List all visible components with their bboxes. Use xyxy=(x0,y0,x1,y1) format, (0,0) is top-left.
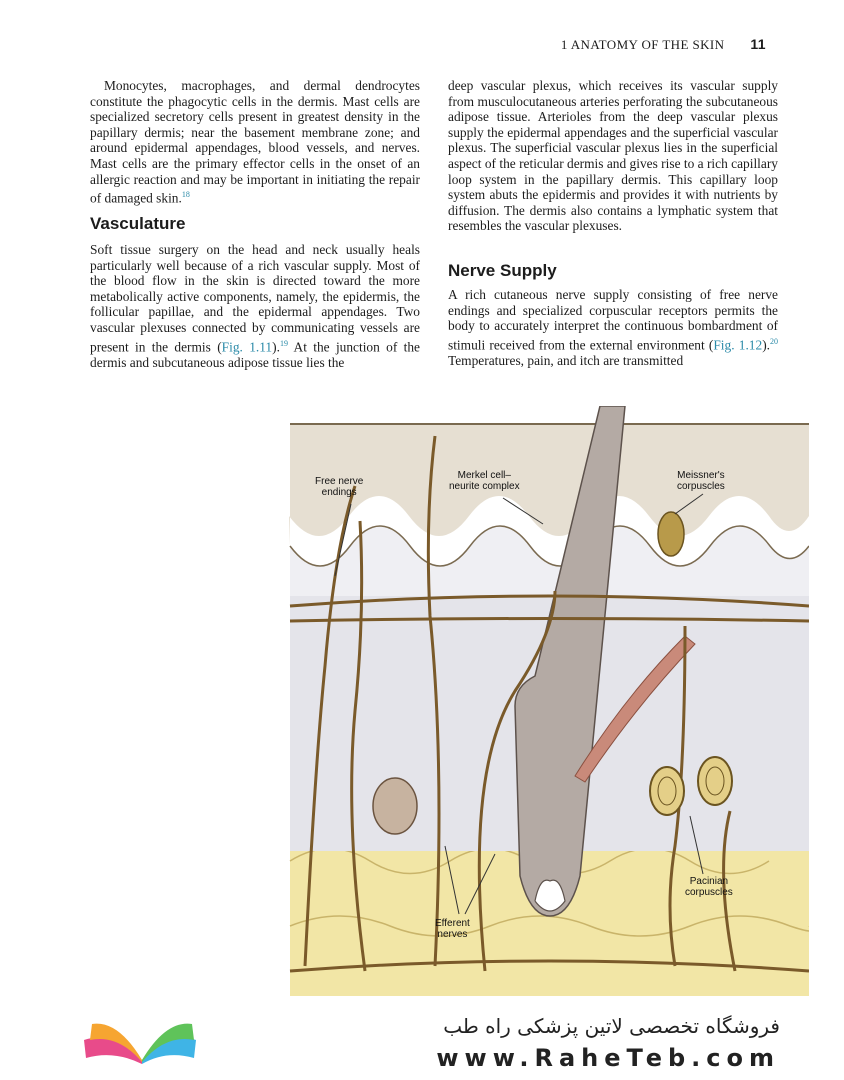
label-pacinian-corpuscles: Pacinian corpuscles xyxy=(685,876,733,898)
book-logo-icon xyxy=(78,1010,206,1066)
right-column-continuation xyxy=(448,78,778,234)
skin-illustration-svg xyxy=(35,406,809,996)
skin-nerve-illustration xyxy=(35,406,809,996)
vasculature-paragraph: Soft tissue surgery on the head and neck usually heals particularly well because of a rich vascular supply. Most of the blood flow in the skin is directed toward the more metabolically active components, namely, the epidermis, the follicular papillae, and the epidermal appendages. Two vascular plexuses connected by communicating vessels are present in the dermis (Fig. 1.11).$^{19}$ At the junction of the dermis and subcutaneous adipose tissue lies the xyxy=(90,242,420,370)
right-column-nerve xyxy=(448,287,778,368)
meissner-corpuscle xyxy=(658,512,684,556)
left-column-vasculature xyxy=(90,242,420,370)
fig-1-12-link[interactable]: Fig. 1.12 xyxy=(713,337,763,353)
footer-persian-text: فروشگاه تخصصی لاتین پزشکی راه طب xyxy=(443,1014,780,1038)
label-meissner-corpuscles: Meissner's corpuscles xyxy=(677,470,725,492)
ref-19[interactable]: 19 xyxy=(279,338,288,348)
footer-url[interactable]: www.RaheTeb.com xyxy=(436,1044,780,1072)
sweat-gland xyxy=(373,778,417,834)
ref-20[interactable]: 20 xyxy=(770,336,778,346)
pacinian-corpuscle-1 xyxy=(650,767,684,815)
left-column-intro xyxy=(90,78,420,206)
heading-nerve-supply: Nerve Supply xyxy=(448,261,557,280)
ref-18[interactable]: 18 xyxy=(181,190,190,200)
fig-1-11-link[interactable]: Fig. 1.11 xyxy=(221,339,273,355)
intro-paragraph: Monocytes, macrophages, and dermal dendrocytes constitute the phagocytic cells in the dermis. Mast cells are specialized secretory cells present in greatest density in the papillary dermis; near the basement membrane zone; and around epidermal appendages, blood vessels, and nerves. Mast cells are the primary effector cells in the onset of an allergic reaction and may be important in initiating the repair of damaged skin.$^{18}$ xyxy=(90,78,420,206)
pacinian-corpuscle-2 xyxy=(698,757,732,805)
label-efferent-nerves: Efferent nerves xyxy=(435,918,470,940)
page-number: 11 xyxy=(750,36,766,52)
running-head-title: 1 ANATOMY OF THE SKIN xyxy=(560,37,725,52)
running-head xyxy=(561,36,766,53)
label-free-nerve-endings: Free nerve endings xyxy=(315,476,364,498)
nerve-paragraph: A rich cutaneous nerve supply consisting of free nerve endings and specialized corpuscular receptors permits the body to accurately interpret the continuous bombardment of stimuli received from the external environment (Fig. 1.12).$^{20}$ Temperatures, pain, and itch are transmitted xyxy=(448,287,778,368)
continuation-paragraph: deep vascular plexus, which receives its vascular supply from musculocutaneous arteries perforating the subcutaneous adipose tissue. Arterioles from the deep vascular plexus supply the epidermal appendages and the superficial vascular plexus. The superficial vascular plexus lies in the superficial aspect of the reticular dermis and gives rise to a rich capillary loop system in the papillary dermis. This capillary loop system abuts the epidermis and provides it with nutrients by diffusion. The dermis also contains a lymphatic system that resembles the vascular plexuses. xyxy=(448,78,778,234)
label-merkel-complex: Merkel cell– neurite complex xyxy=(449,470,520,492)
heading-vasculature: Vasculature xyxy=(90,214,186,233)
